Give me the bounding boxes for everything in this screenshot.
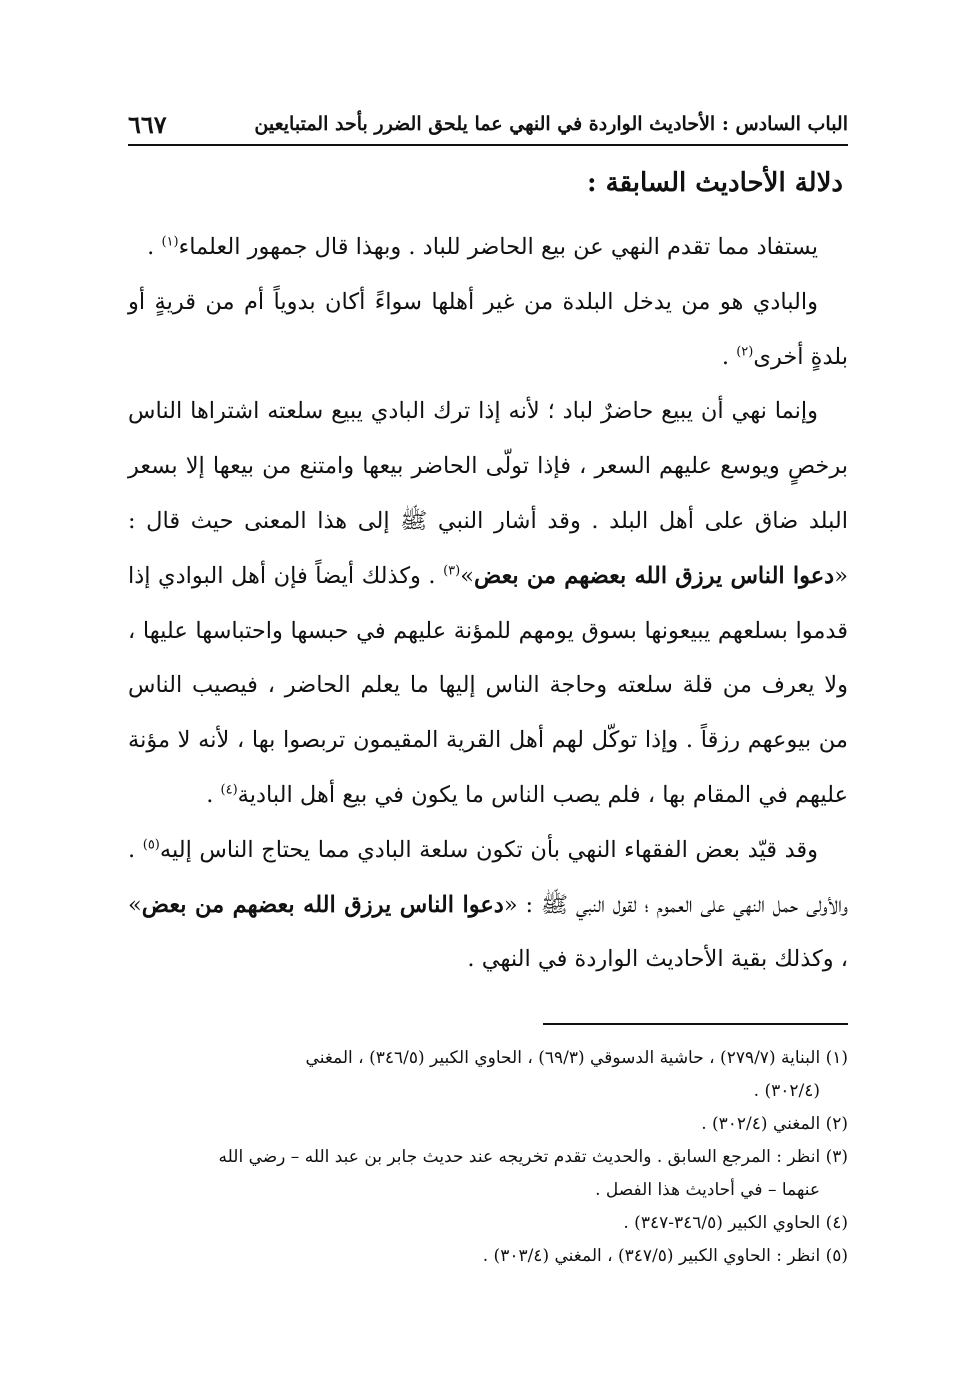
footnote-3-continued: عنهما – في أحاديث هذا الفصل . — [595, 1180, 820, 1200]
footnotes — [128, 1042, 848, 1273]
chapter-title: الباب السادس : الأحاديث الواردة في النهي عما يلحق الضرر بأحد المتبايعين — [254, 113, 848, 135]
hadith-quote: دعوا الناس يرزق الله بعضهم من بعض — [141, 891, 504, 918]
footnote-ref-3[interactable]: (٣) — [443, 563, 461, 579]
hadith-quote: دعوا الناس يرزق الله بعضهم من بعض — [474, 562, 835, 589]
footnote-2: (٢) المغني (٣٠٢/٤) . — [701, 1114, 848, 1134]
running-header — [128, 104, 848, 146]
footnote-ref-2[interactable]: (٢) — [736, 344, 754, 360]
footnote-1-continued: (٣٠٢/٤) . — [753, 1081, 820, 1101]
footnote-ref-5[interactable]: (٥) — [142, 837, 160, 853]
section-heading: دلالة الأحاديث السابقة : — [586, 168, 843, 198]
footnote-separator — [543, 1023, 848, 1025]
paragraph-2: والبادي هو من يدخل البلدة من غير أهلها سواءً أكان بدوياً أم من قريةٍ أو بلدةٍ أخرى$^{(٢)}$ . — [128, 288, 848, 370]
paragraph-4: وقد قيّد بعض الفقهاء النهي بأن تكون سلعة البادي مما يحتاج الناس إليه$^{(٥)}$ . والأولى حمل النهي على العموم ؛ لقول النبي ﷺ : «دعوا الناس يرزق الله بعضهم من بعض» ، وكذلك بقية الأحاديث الواردة في النهي . — [128, 836, 849, 973]
footnote-5: (٥) انظر : الحاوي الكبير (٣٤٧/٥) ، المغني (٣٠٣/٤) . — [482, 1246, 848, 1266]
footnote-ref-4[interactable]: (٤) — [220, 782, 238, 798]
paragraph-3: وإنما نهي أن يبيع حاضرٌ لباد ؛ لأنه إذا ترك البادي يبيع سلعته اشتراها الناس برخصٍ ويوسع عليهم السعر ، فإذا تولّى الحاضر بيعها وامتنع من بيعها إلا بسعر البلد ضاق على أهل البلد . وقد أشار النبي ﷺ إلى هذا المعنى حيث قال : «دعوا الناس يرزق الله بعضهم من بعض»$^{(٣)}$ . وكذلك أيضاً فإن أهل البوادي إذا قدموا بسلعهم يبيعونها بسوق يومهم للمؤنة عليهم في حبسها واحتباسها عليها ، ولا يعرف من قلة سلعته وحاجة الناس إليها ما يعلم الحاضر ، فيصيب الناس من بيوعهم رزقاً . وإذا توكّل لهم أهل القرية المقيمون تربصوا بها ، لأنه لا مؤنة عليهم في المقام بها ، فلم يصب الناس ما يكون في بيع أهل البادية$^{(٤)}$ . — [128, 398, 848, 808]
footnote-3: (٣) انظر : المرجع السابق . والحديث تقدم تخريجه عند حديث جابر بن عبد الله – رضي الله — [218, 1147, 848, 1167]
footnote-ref-1[interactable]: (١) — [161, 234, 179, 250]
footnote-4: (٤) الحاوي الكبير (٣٤٦/٥-٣٤٧) . — [623, 1213, 848, 1233]
main-text — [128, 220, 848, 987]
paragraph-1: يستفاد مما تقدم النهي عن بيع الحاضر للباد . وبهذا قال جمهور العلماء$^{(١)}$ . — [147, 234, 818, 260]
page-number: ٦٦٧ — [128, 109, 167, 139]
footnote-1: (١) البناية (٢٧٩/٧) ، حاشية الدسوقي (٦٩/٣) ، الحاوي الكبير (٣٤٦/٥) ، المغني — [305, 1048, 848, 1068]
